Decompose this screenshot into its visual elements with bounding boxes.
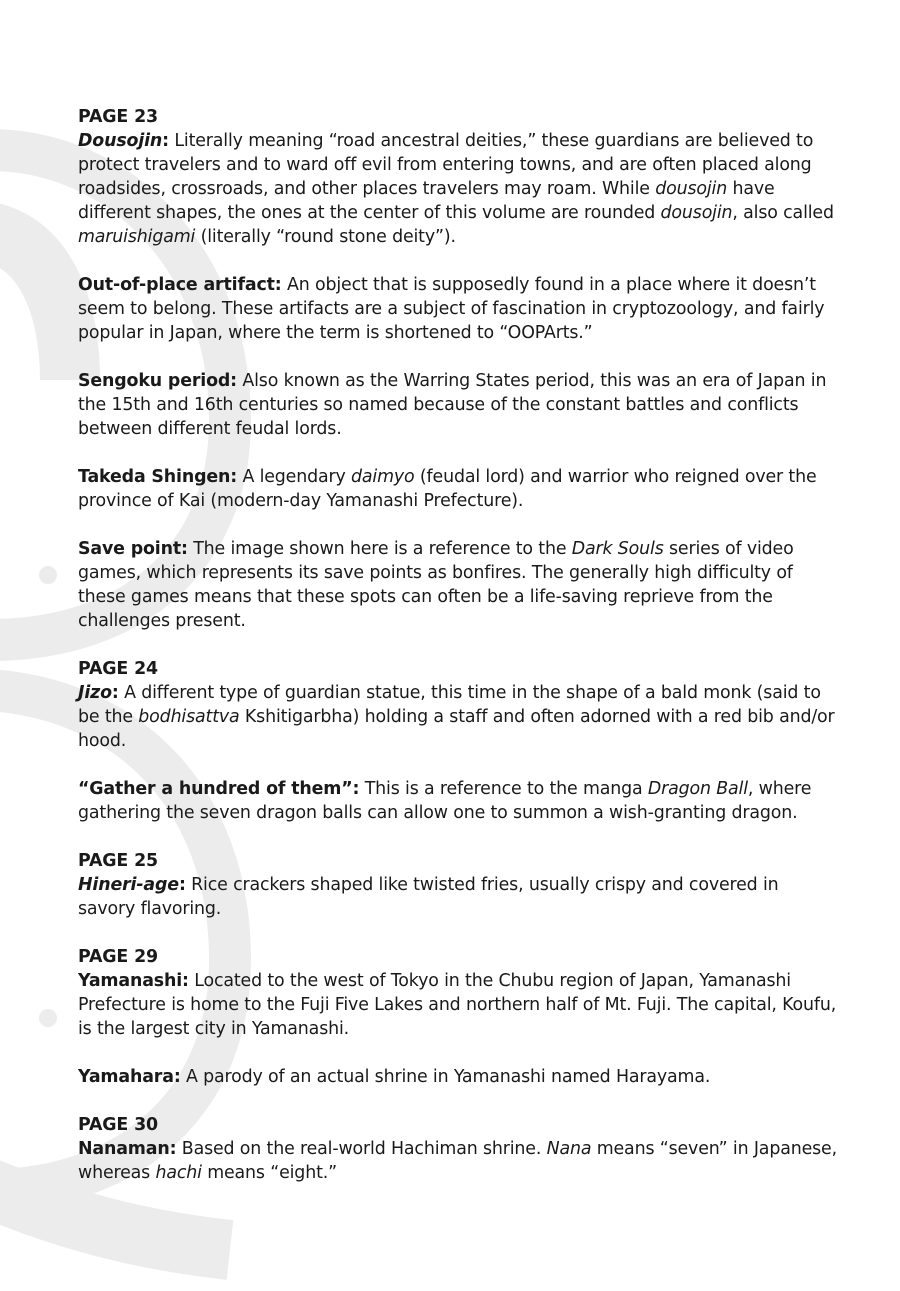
page-section [78,657,838,825]
page-heading: PAGE 29 [78,947,158,967]
entry-text: The image shown here is a reference to the [187,539,572,559]
entry-text: Dragon Ball [647,779,748,799]
entry-term: Hineri-age [78,875,179,895]
entry-term: “Gather a hundred of them”: [78,779,360,799]
glossary-notes [78,105,838,1209]
entry-text: Based on the real-world Hachiman shrine. [176,1139,547,1159]
glossary-entry [78,873,838,921]
glossary-entry [78,537,838,633]
page-heading: PAGE 30 [78,1115,158,1135]
glossary-entry [78,129,838,249]
glossary-entry [78,1065,838,1089]
glossary-entry [78,1137,838,1185]
entry-term: Out-of-place artifact: [78,275,282,295]
page-section [78,105,838,633]
entry-text: Literally meaning “road ancestral deities,” these guardians are believed to protect travelers and to ward off evil from entering towns, and are often placed along roadsides, crossroads, and other places travelers may roam. While [78,131,814,199]
entry-term: Yamanashi: [78,971,189,991]
entry-term: Save point: [78,539,188,559]
glossary-entry [78,369,838,441]
entry-text: A parody of an actual shrine in Yamanashi named Harayama. [180,1067,711,1087]
glossary-entry [78,273,838,345]
entry-text: Also known as the Warring States period, this was an era of Japan in the 15th and 16th centuries so named because of the constant battles and conflicts between different feudal lords. [78,371,827,439]
entry-text: Nana [546,1139,592,1159]
entry-text: An object that is supposedly found in a place where it doesn’t seem to belong. These artifacts are a subject of fascination in cryptozoology, and fairly popular in Japan, where the term is shortened to “OOPArts.” [78,275,825,343]
entry-text: hachi [155,1163,202,1183]
glossary-entry [78,465,838,513]
entry-text: have different shapes, the ones at the center of this volume are rounded [78,179,775,223]
entry-text: This is a reference to the manga [359,779,648,799]
entry-text: A different type of guardian statue, this time in the shape of a bald monk (said to be the [78,683,821,727]
entry-term: Yamahara: [78,1067,181,1087]
entry-term: Jizo [78,683,112,703]
entry-text: bodhisattva [138,707,240,727]
entry-text: Located to the west of Tokyo in the Chubu region of Japan, Yamanashi Prefecture is home to the Fuji Five Lakes and northern half of Mt. Fuji. The capital, Koufu, is the largest city in Yamanashi. [78,971,837,1039]
entry-text: , also called [732,203,834,223]
entry-text: dousojin [660,203,733,223]
page-heading: PAGE 25 [78,851,158,871]
entry-text: dousojin [655,179,728,199]
page-section [78,1113,838,1185]
entry-text: means “seven” in Japanese, whereas [78,1139,837,1183]
entry-term: Nanaman: [78,1139,177,1159]
page-section [78,849,838,921]
entry-term: : [111,683,119,703]
entry-text: Rice crackers shaped like twisted fries, usually crispy and covered in savory flavoring. [78,875,779,919]
entry-text: series of video games, which represents its save points as bonfires. The generally high difficulty of these games means that these spots can often be a life-saving reprieve from the challenges present. [78,539,794,631]
entry-text: (literally “round stone deity”). [195,227,456,247]
glossary-entry [78,681,838,753]
entry-text: maruishigami [78,227,196,247]
entry-term: Takeda Shingen: [78,467,238,487]
entry-text: means “eight.” [201,1163,337,1183]
entry-text: A legendary [237,467,352,487]
page-heading: PAGE 23 [78,107,158,127]
entry-term: : [178,875,186,895]
entry-term: Sengoku period: [78,371,237,391]
entry-term: : [162,131,169,151]
glossary-entry [78,777,838,825]
entry-text: Dark Souls [571,539,664,559]
entry-text: daimyo [351,467,415,487]
page-section [78,945,838,1089]
entry-text: Kshitigarbha) holding a staff and often adorned with a red bib and/or hood. [78,707,835,751]
glossary-entry [78,969,838,1041]
entry-text: , where gathering the seven dragon balls can allow one to summon a wish-granting dragon. [78,779,812,823]
entry-text: (feudal lord) and warrior who reigned over the province of Kai (modern-day Yamanashi Prefecture). [78,467,817,511]
page-heading: PAGE 24 [78,659,158,679]
entry-term: Dousojin [78,131,163,151]
